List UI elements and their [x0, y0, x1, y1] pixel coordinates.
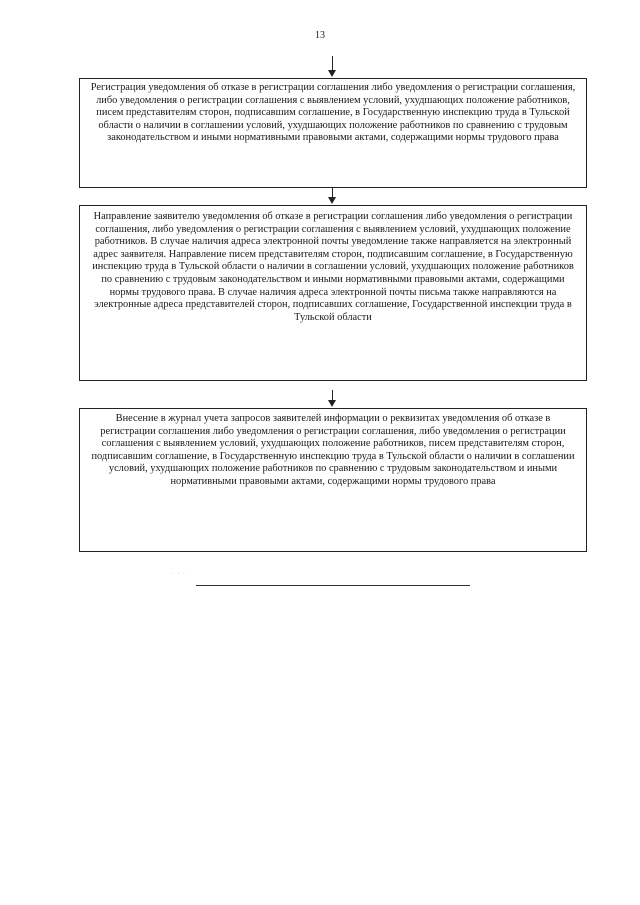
scan-artifact: · · ·	[172, 571, 186, 577]
page-number: 13	[315, 30, 325, 41]
flowchart-step-registration	[79, 78, 587, 188]
flowchart-step-sending	[79, 205, 587, 381]
flowchart-step-journal-entry	[79, 408, 587, 552]
step-text: Направление заявителю уведомления об отказе в регистрации соглашения либо уведомления о регистрации соглашения, либо уведомления о регистрации соглашения с выявлением условий, ухудшающих положение работников. В случае наличия адреса электронной почты уведомление также направляется на электронный адрес заявителя. Направление писем представителям сторон, подписавшим соглашение, в Государственную инспекцию труда в Тульской области о наличии в соглашении условий, ухудшающих положение работников по сравнению с трудовым законодательством и иными нормативными правовыми актами, содержащими нормы трудового права. В случае наличия адреса электронной почты письма также направляются на электронные адреса представителей сторон, подписавших соглашение, Государственной инспекции труда в Тульской области	[92, 211, 574, 323]
document-end-line	[196, 585, 470, 586]
flow-arrow-down-icon	[327, 188, 339, 205]
flow-arrow-down-icon	[327, 56, 339, 78]
step-text: Регистрация уведомления об отказе в регистрации соглашения либо уведомления о регистрации соглашения, либо уведомления о регистрации соглашения с выявлением условий, ухудшающих положение работников, писем представителям сторон, подписавшим соглашение, в Государственную инспекцию труда в Тульской области о наличии в соглашении условий, ухудшающих положение работников по сравнению с трудовым законодательством и иными нормативными правовыми актами, содержащими нормы трудового права	[90, 82, 576, 144]
step-text: Внесение в журнал учета запросов заявителей информации о реквизитах уведомления об отказе в регистрации соглашения либо уведомления о регистрации соглашения, либо уведомления о регистрации соглашения с выявлением условий, ухудшающих положение работников, писем представителям сторон, подписавшим соглашение, в Государственную инспекцию труда в Тульской области о наличии в соглашении условий, ухудшающих положение работников по сравнению с трудовым законодательством и иными нормативными правовыми актами, содержащими нормы трудового права	[91, 413, 575, 487]
flow-arrow-down-icon	[327, 390, 339, 408]
